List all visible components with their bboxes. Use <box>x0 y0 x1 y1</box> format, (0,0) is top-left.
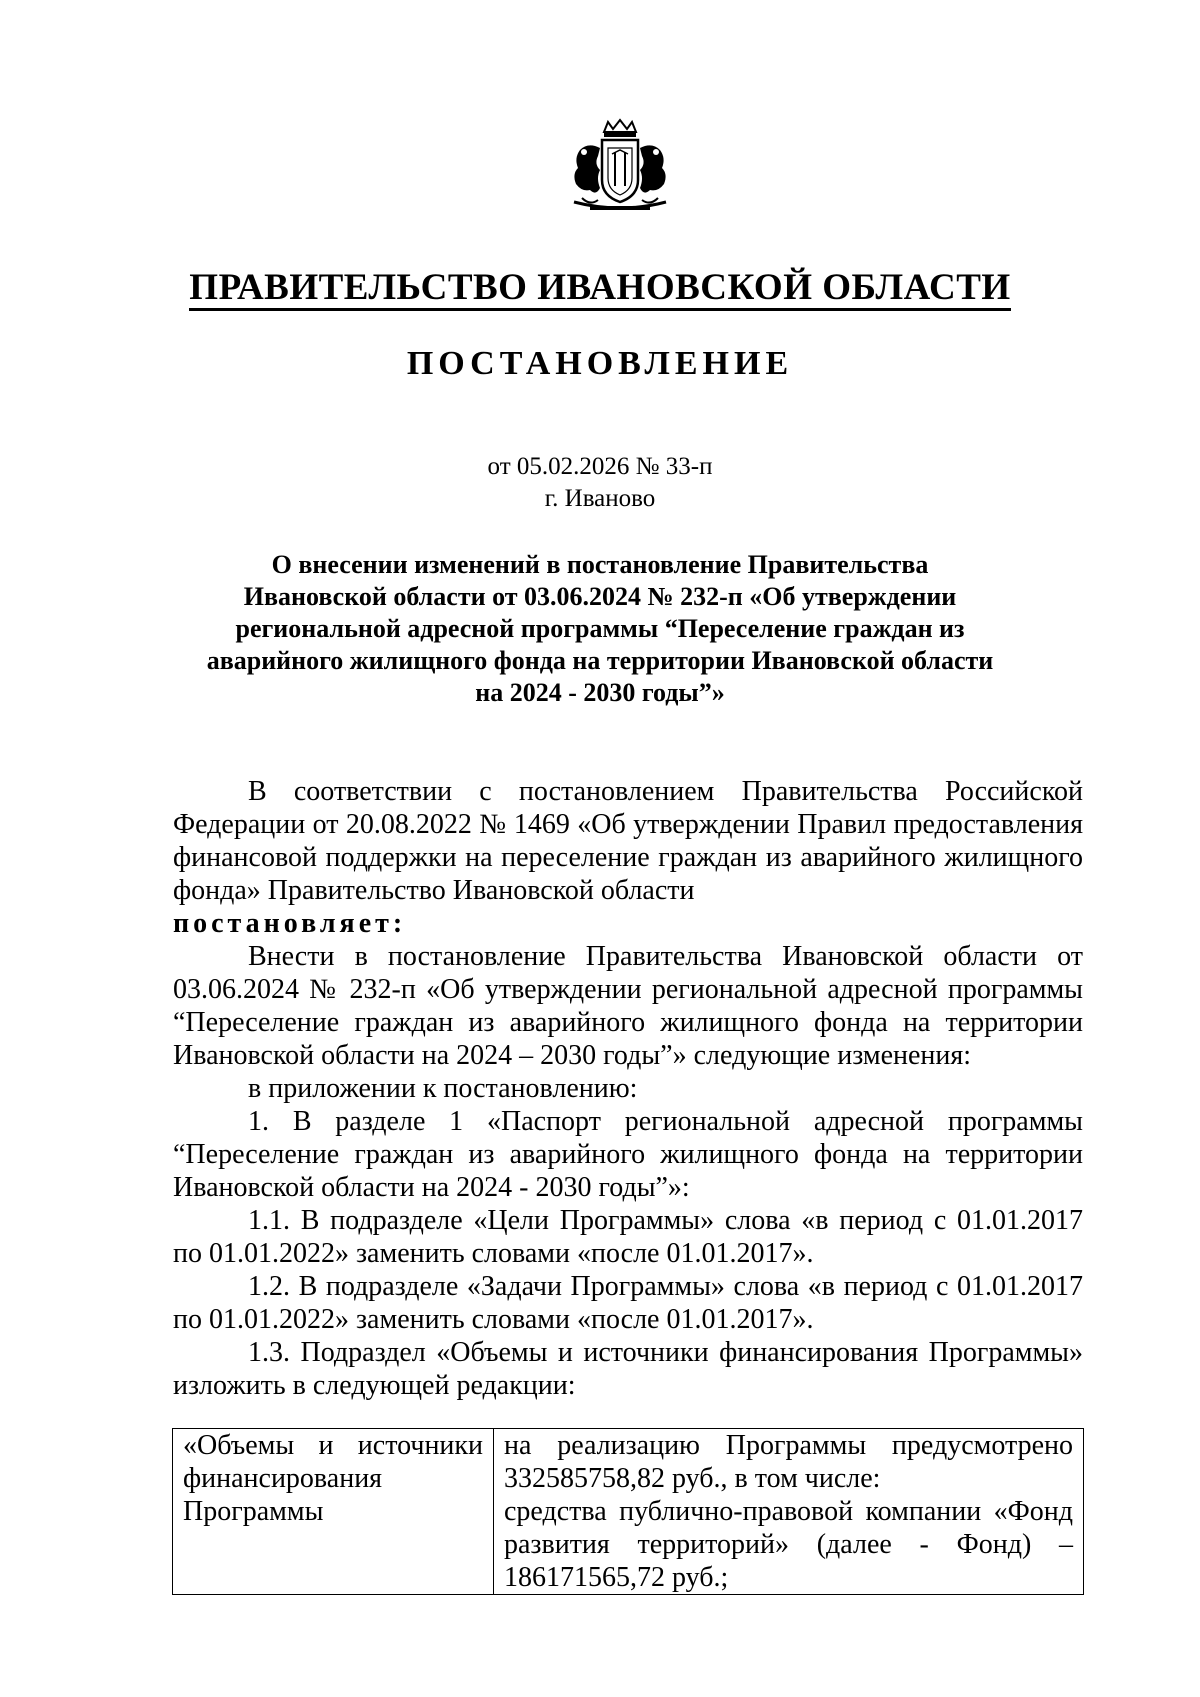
table-cell-value <box>494 1429 1084 1595</box>
document-body <box>173 775 1083 1402</box>
item-1-3-paragraph: 1.3. Подраздел «Объемы и источники финансирования Программы» изложить в следующей редакции: <box>173 1337 1083 1401</box>
document-type-title: ПОСТАНОВЛЕНИЕ <box>406 345 794 382</box>
resolves-word: постановляет: <box>173 908 407 939</box>
document-subject: О внесении изменений в постановление Правительства Ивановской области от 03.06.2024 № 232-п «Об утверждении региональной адресной программы “Переселение граждан из аварийного жилищного фонда на территории Ивановской области на 2024 - 2030 годы”» <box>206 550 994 707</box>
appendix-paragraph: в приложении к постановлению: <box>248 1073 638 1104</box>
document-city: г. Иваново <box>544 485 656 512</box>
document-date-number: от 05.02.2026 № 33-п <box>487 453 713 480</box>
item-1-1-paragraph: 1.1. В подразделе «Цели Программы» слова «в период с 01.01.2017 по 01.01.2022» заменить словами «после 01.01.2017». <box>173 1205 1083 1269</box>
resolves-line <box>173 907 1083 940</box>
item-1-2-paragraph: 1.2. В подразделе «Задачи Программы» слова «в период с 01.01.2017 по 01.01.2022» заменить словами «после 01.01.2017». <box>173 1271 1083 1335</box>
government-title: ПРАВИТЕЛЬСТВО ИВАНОВСКОЙ ОБЛАСТИ <box>0 266 1200 310</box>
amendment-paragraph: Внести в постановление Правительства Ивановской области от 03.06.2024 № 232-п «Об утверждении региональной адресной программы “Переселение граждан из аварийного жилищного фонда на территории Ивановской области на 2024 – 2030 годы”» следующие изменения: <box>173 941 1083 1071</box>
item-1-paragraph: 1. В разделе 1 «Паспорт региональной адресной программы “Переселение граждан из аварийного жилищного фонда на территории Ивановской области на 2024 - 2030 годы”»: <box>173 1106 1083 1203</box>
table-cell-label: «Объемы и источники финансирования Программы <box>173 1429 494 1595</box>
financing-fund: средства публично-правовой компании «Фонд развития территорий» (далее - Фонд) – 186171565,72 руб.; <box>504 1496 1073 1593</box>
financing-total: на реализацию Программы предусмотрено 332585758,82 руб., в том числе: <box>504 1430 1073 1494</box>
preamble-paragraph: В соответствии с постановлением Правительства Российской Федерации от 20.08.2022 № 1469 «Об утверждении Правил предоставления финансовой поддержки на переселение граждан из аварийного жилищного фонда» Правительство Ивановской области <box>173 776 1083 906</box>
coat-of-arms-icon <box>560 118 680 218</box>
financing-table <box>172 1428 1084 1595</box>
table-row <box>173 1429 1084 1595</box>
